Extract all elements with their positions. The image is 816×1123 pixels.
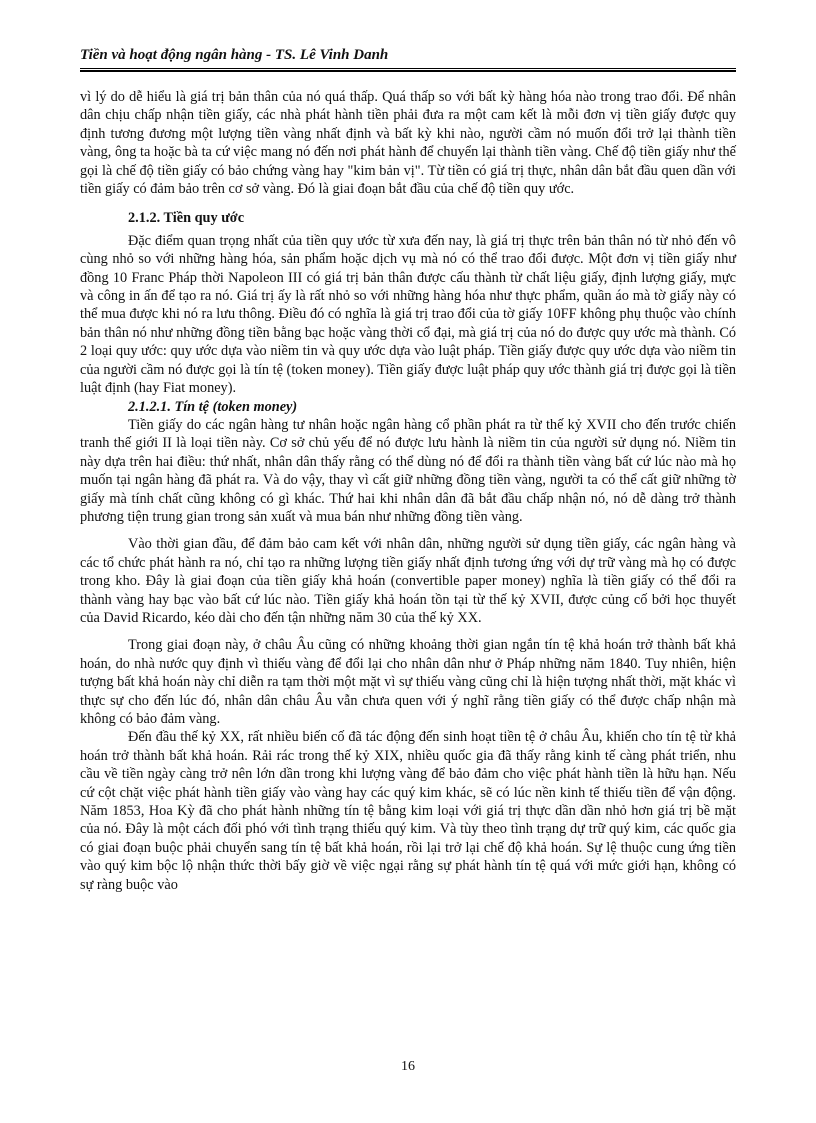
page-body [80, 88, 736, 894]
subsection-heading: 2.1.2.1. Tín tệ (token money) [128, 398, 298, 415]
body-paragraph: Vào thời gian đầu, để đảm bảo cam kết với nhân dân, những người sử dụng tiền giấy, các ngân hàng và các tổ chức phát hành ra nó, chỉ tạo ra những lượng tiền giấy nhất định tương ứng với dự trữ vàng mà họ có được trong kho. Đây là giai đoạn của tiền giấy khả hoán (convertible paper money) nghĩa là tiền giấy có thể đổi ra thành vàng hay bạc vào bất cứ lúc nào. Tiền giấy khả hoán tồn tại từ thế kỷ XVII, được củng cố bởi học thuyết của David Ricardo, kéo dài cho đến tận những năm 30 của thế kỷ XX. [80, 536, 736, 626]
body-paragraph: Trong giai đoạn này, ở châu Âu cũng có những khoảng thời gian ngắn tín tệ khả hoán trở thành bất khả hoán, do nhà nước quy định vì thiếu vàng để đổi lại cho nhân dân như ở Pháp những năm 1840. Tuy nhiên, hiện tượng bất khả hoán này chỉ diễn ra tạm thời một mặt vì sự thiếu vàng cũng chỉ là hiện tượng nhất thời, mặt khác vì thực sự cho đến lúc đó, nhân dân châu Âu vẫn chưa quen với ý nghĩ rằng tiền giấy có thể được chấp nhận mà không có bảo đảm vàng. [80, 637, 736, 727]
header-title: Tiền và hoạt động ngân hàng - TS. Lê Vinh Danh [80, 47, 389, 63]
body-paragraph: Tiền giấy do các ngân hàng tư nhân hoặc ngân hàng cổ phần phát ra từ thế kỷ XVII cho đến trước chiến tranh thế giới II là loại tiền này. Cơ sở chủ yếu để nó được lưu hành là niềm tin của người sử dụng nó. Niềm tin này dựa trên hai điều: thứ nhất, nhân dân thấy rằng có thể dùng nó để đổi ra thành tiền vàng bất cứ lúc nào mà họ muốn tại ngân hàng đã phát ra. Và do vậy, thay vì cất giữ những đồng tiền vàng, người ta có thể cất giữ những tờ giấy mà tính chất cũng không có gì khác. Thứ hai khi nhân dân đã bắt đầu chấp nhận nó, nó dễ dàng trở thành phương tiện trung gian trong sản xuất và mua bán như những đồng tiền vàng. [80, 416, 736, 525]
section-paragraph: Đặc điểm quan trọng nhất của tiền quy ước từ xưa đến nay, là giá trị thực trên bản thân nó từ nhỏ đến vô cùng nhỏ so với những hàng hóa, sản phẩm hoặc dịch vụ mà nó có thể trao đổi được. Một đơn vị tiền giấy như đồng 10 Franc Pháp thời Napoleon III có giá trị bản thân được cấu thành từ chất liệu giấy, định lượng giấy, mực và công in ấn để tạo ra nó. Giá trị ấy là rất nhỏ so với những hàng hóa như thực phẩm, quần áo mà tờ giấy này có thể mua được khi nó ra lưu thông. Điều đó có nghĩa là giá trị trao đổi của tờ giấy 10FF không phụ thuộc vào chính bản thân nó như những đồng tiền bằng bạc hoặc vàng thời cổ đại, mà giá trị của nó do được quy ước mà thành. Có 2 loại quy ước: quy ước dựa vào niềm tin và quy ước dựa vào luật pháp. Tiền giấy được quy ước dựa vào niềm tin của người cầm nó được gọi là tín tệ (token money). Tiền giấy được luật pháp quy ước thành giá trị được gọi là tiền luật định (hay Fiat money). [80, 232, 736, 397]
page-number: 16 [401, 1059, 415, 1074]
section-heading: 2.1.2. Tiền quy ước [128, 210, 245, 227]
header-rule [80, 70, 736, 72]
intro-paragraph: vì lý do dễ hiểu là giá trị bản thân của nó quá thấp. Quá thấp so với bất kỳ hàng hóa nào trong trao đổi. Để nhân dân chịu chấp nhận tiền giấy, các nhà phát hành tiền phải đưa ra một cam kết là mỗi đơn vị tiền giấy được quy định tương đương một lượng tiền vàng nhất định và bất kỳ khi nào, người cầm nó muốn đổi trở lại thành tiền vàng, ông ta hoặc bà ta cứ việc mang nó đến nơi phát hành để chuyển lại thành tiền vàng. Chế độ tiền giấy như thế gọi là chế độ tiền giấy có bảo chứng vàng hay "kim bản vị". Từ tiền có giá trị thực, nhân dân bắt đầu quen dần với tiền giấy có đảm bảo trên cơ sở vàng. Đó là giai đoạn bắt đầu của chế độ tiền quy ước. [80, 89, 736, 198]
running-header [80, 46, 736, 69]
body-paragraph: Đến đầu thế kỷ XX, rất nhiều biến cố đã tác động đến sinh hoạt tiền tệ ở châu Âu, khiến cho tín tệ từ khả hoán trở thành bất khả hoán. Rải rác trong thế kỷ XIX, nhiều quốc gia đã thấy rằng kinh tế càng phát triển, nhu cầu về tiền ngày càng trở nên lớn dần trong khi lượng vàng để bảo đảm cho việc phát hành tiền là hữu hạn. Nếu cứ cột chặt việc phát hành tiền giấy vào vàng hay các quý kim khác, sẽ có lúc nền kinh tế thiếu tiền để vận động. Năm 1853, Hoa Kỳ đã cho phát hành những tín tệ bằng kim loại với giá trị thực dần dần nhỏ hơn giá trị bề mặt của nó. Đây là một cách đối phó với tình trạng thiếu quý kim. Và tùy theo tình trạng dự trữ quý kim, các quốc gia có giai đoạn buộc phải chuyển sang tín tệ bất khả hoán, rồi lại trở lại chế độ khả hoán. Sự lệ thuộc cung ứng tiền vào quý kim bộc lộ nhận thức thời bấy giờ về việc ngại rằng sự phát hành tín tệ quá với mức giới hạn, không có sự ràng buộc vào [80, 729, 736, 893]
